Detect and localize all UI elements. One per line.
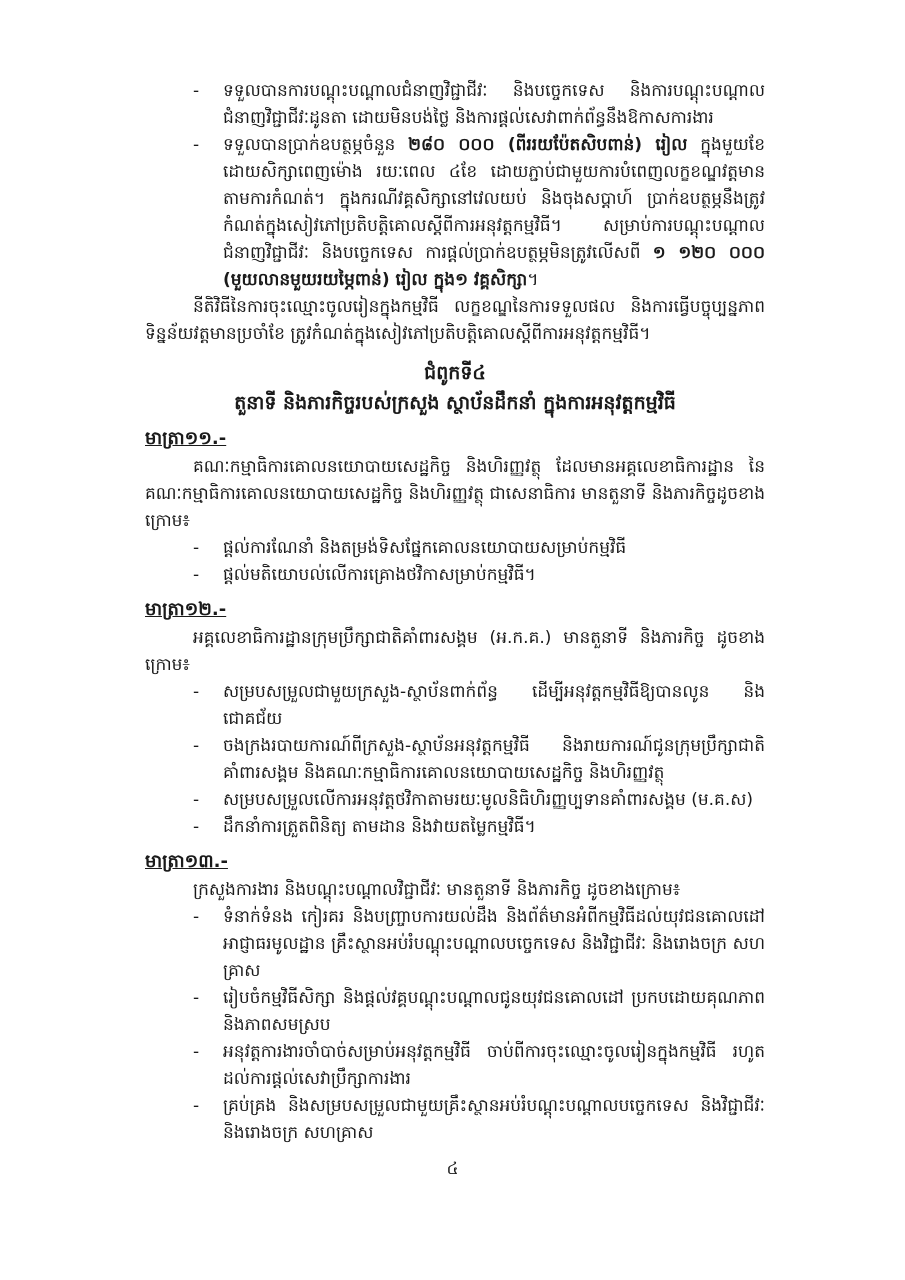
article-13 — [145, 847, 765, 1147]
allowance-text-mid: ក្នុងមួយខែ ដោយសិក្សាពេញម៉ោង រយៈពេល ៤ខែ ដោយភ្ជាប់ជាមួយការបំពេញលក្ខខណ្ឌវត្តមានតាមការកំណត់។ ក្នុងករណីវគ្គសិក្សានៅវេលយប់ និងចុងសប្តាហ៍ ប្រាក់ឧបត្ថម្ភនឹងត្រូវកំណត់ក្នុងសៀវភៅប្រតិបត្តិគោលស្តីពីការអនុវត្តកម្មវិធី។ សម្រាប់ការបណ្តុះបណ្តាលជំនាញវិជ្ជាជីវៈ និងបច្ចេកទេស ការផ្តល់ប្រាក់ឧបត្ថម្ភមិនត្រូវលើសពី — [223, 135, 765, 263]
list-item: - គ្រប់គ្រង និងសម្របសម្រួលជាមួយគ្រឹះស្ថានអប់រំបណ្តុះបណ្តាលបច្ចេកទេស និងវិជ្ជាជីវៈ និងរោងចក្រ សហគ្រាស — [193, 1093, 765, 1147]
chapter-title: តួនាទី និងភារកិច្ចរបស់ក្រសួង ស្ថាប័នដឹកនាំ ក្នុងការអនុវត្តកម្មវិធី — [234, 392, 676, 414]
allowance-amount: ២៨០ ០០០ (ពីររយប៉ែតសិបពាន់) រៀល — [408, 135, 688, 155]
article-items — [145, 904, 765, 1147]
list-item: - ទទួលបានការបណ្តុះបណ្តាលជំនាញវិជ្ជាជីវៈ និងបច្ចេកទេស និងការបណ្តុះបណ្តាលជំនាញវិជ្ជាជីវៈដូនតា ដោយមិនបង់ថ្លៃ និងការផ្តល់សេវាពាក់ព័ន្ធនឹងឱកាសការងារ — [193, 78, 765, 132]
list-item: - សម្របសម្រួលជាមួយក្រសួង-ស្ថាប័នពាក់ព័ន្ធ ដើម្បីអនុវត្តកម្មវិធីឱ្យបានលូន និងជោគជ័យ — [193, 679, 765, 733]
chapter-number: ជំពូកទី៤ — [424, 362, 486, 384]
article-heading: មាត្រា១១.- — [145, 428, 227, 449]
article-items — [145, 679, 765, 841]
list-item: - ផ្តល់ការណែនាំ និងតម្រង់ទិសផ្នែកគោលនយោបាយសម្រាប់កម្មវិធី — [193, 535, 765, 562]
article-intro: គណៈកម្មាធិការគោលនយោបាយសេដ្ឋកិច្ច និងហិរញ្ញវត្ថុ ដែលមានអគ្គលេខាធិការដ្ឋាន នៃគណៈកម្មាធិការគោលនយោបាយសេដ្ឋកិច្ច និងហិរញ្ញវត្ថុ ជាសេនាធិការ មានតួនាទី និងភារកិច្ចដូចខាងក្រោម៖ — [145, 457, 765, 531]
procedure-paragraph: នីតិវិធីនៃការចុះឈ្មោះចូលរៀនក្នុងកម្មវិធី លក្ខខណ្ឌនៃការទទួលផល និងការធ្វើបច្ចុប្បន្នភាពទិន្នន័យវត្តមានប្រចាំខែ ត្រូវកំណត់ក្នុងសៀវភៅប្រតិបត្តិគោលស្តីពីការអនុវត្តកម្មវិធី។ — [145, 297, 765, 344]
list-item: - ដឹកនាំការត្រួតពិនិត្យ តាមដាន និងវាយតម្លៃកម្មវិធី។ — [193, 814, 765, 841]
page-number: ៤ — [446, 1159, 459, 1179]
benefits-list — [145, 78, 765, 294]
list-item: - អនុវត្តការងារចាំបាច់សម្រាប់អនុវត្តកម្មវិធី ចាប់ពីការចុះឈ្មោះចូលរៀនក្នុងកម្មវិធី រហូតដល់ការផ្តល់សេវាប្រឹក្សាការងារ — [193, 1039, 765, 1093]
list-item: - រៀបចំកម្មវិធីសិក្សា និងផ្តល់វគ្គបណ្តុះបណ្តាលជូនយុវជនគោលដៅ ប្រកបដោយគុណភាព និងភាពសមស្រប — [193, 985, 765, 1039]
allowance-text-pre: ទទួលបានប្រាក់ឧបត្ថម្ភចំនួន — [223, 135, 409, 155]
article-items — [145, 535, 765, 589]
list-item: - សម្របសម្រួលលើការអនុវត្តថវិកាតាមរយៈមូលនិធិហិរញ្ញប្បទានគាំពារសង្គម (ម.គ.ស) — [193, 787, 765, 814]
allowance-cap: ១ ១២០ ០០០ (មួយលានមួយរយម្ភៃពាន់) រៀល ក្នុង១ វគ្គសិក្សា — [223, 243, 765, 290]
article-intro: អគ្គលេខាធិការដ្ឋានក្រុមប្រឹក្សាជាតិគាំពារសង្គម (អ.ក.គ.) មានតួនាទី និងភារកិច្ច ដូចខាងក្រោម៖ — [145, 628, 765, 675]
article-intro: ក្រសួងការងារ និងបណ្តុះបណ្តាលវិជ្ជាជីវៈ មានតួនាទី និងភារកិច្ច ដូចខាងក្រោម៖ — [193, 880, 681, 900]
article-12 — [145, 595, 765, 841]
list-item: - ចងក្រងរបាយការណ៍ពីក្រសួង-ស្ថាប័នអនុវត្តកម្មវិធី និងរាយការណ៍ជូនក្រុមប្រឹក្សាជាតិគាំពារសង្គម និងគណៈកម្មាធិការគោលនយោបាយសេដ្ឋកិច្ច និងហិរញ្ញវត្ថុ — [193, 733, 765, 787]
list-item — [193, 132, 765, 294]
article-11 — [145, 424, 765, 589]
article-heading: មាត្រា១២.- — [145, 599, 227, 620]
article-heading: មាត្រា១៣.- — [145, 851, 228, 872]
list-item: - ផ្តល់មតិយោបល់លើការគ្រោងថវិកាសម្រាប់កម្មវិធី។ — [193, 562, 765, 589]
list-item: - ទំនាក់ទំនង កៀរគរ និងបញ្ច្រាបការយល់ដឹង និងព័ត៌មានអំពីកម្មវិធីដល់យុវជនគោលដៅ អាជ្ញាធរមូលដ្ឋាន គ្រឹះស្ថានអប់រំបណ្តុះបណ្តាលបច្ចេកទេស និងវិជ្ជាជីវៈ និងរោងចក្រ សហគ្រាស — [193, 904, 765, 985]
allowance-text-end: ។ — [527, 270, 539, 290]
